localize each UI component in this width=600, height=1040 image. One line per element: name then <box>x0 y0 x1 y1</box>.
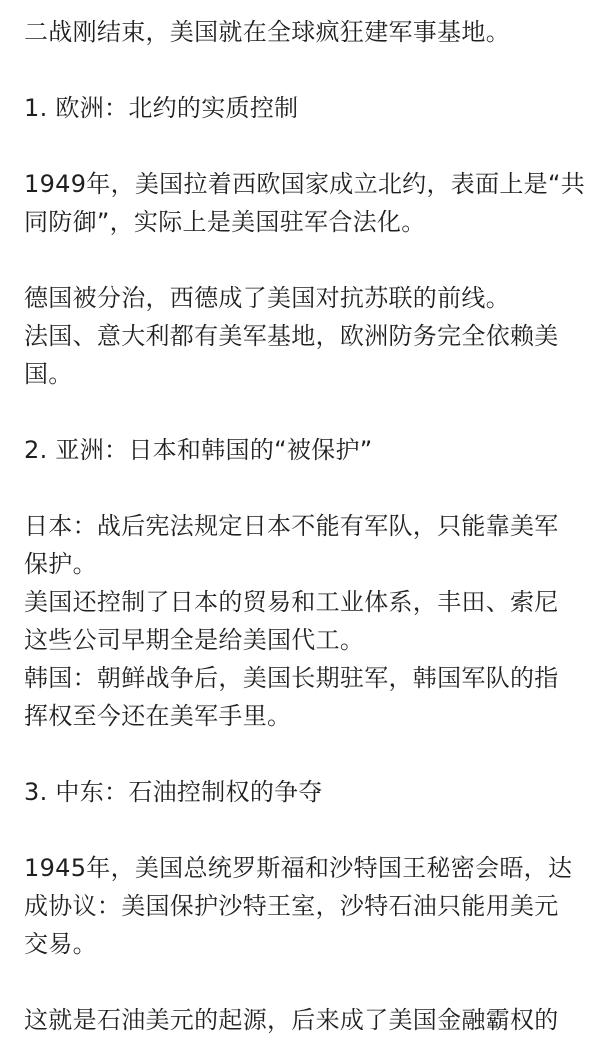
paragraph-line: 挥权至今还在美军手里。 <box>24 702 292 730</box>
paragraph-line: 这些公司早期全是给美国代工。 <box>24 626 365 654</box>
section-heading-asia: 2. 亚洲：日本和韩国的“被保护” <box>24 436 373 464</box>
paragraph-line: 韩国：朝鲜战争后，美国长期驻军，韩国军队的指 <box>24 664 559 692</box>
paragraph-line: 法国、意大利都有美军基地，欧洲防务完全依赖美 <box>24 322 559 350</box>
section-heading-middle-east: 3. 中东：石油控制权的争夺 <box>24 778 323 806</box>
paragraph-line: 成协议：美国保护沙特王室，沙特石油只能用美元 <box>24 892 559 920</box>
paragraph-line: 美国还控制了日本的贸易和工业体系，丰田、索尼 <box>24 588 559 616</box>
paragraph-line: 国。 <box>24 360 73 388</box>
paragraph-line: 保护。 <box>24 550 97 578</box>
paragraph-line: 1949年，美国拉着西欧国家成立北约，表面上是“共 <box>24 170 586 198</box>
paragraph-line: 德国被分治，西德成了美国对抗苏联的前线。 <box>24 284 510 312</box>
intro-line: 二战刚结束，美国就在全球疯狂建军事基地。 <box>24 18 510 46</box>
paragraph-line: 同防御”，实际上是美国驻军合法化。 <box>24 208 426 236</box>
section-heading-europe: 1. 欧洲：北约的实质控制 <box>24 94 299 122</box>
paragraph-line: 交易。 <box>24 930 97 958</box>
paragraph-line: 1945年，美国总统罗斯福和沙特国王秘密会晤，达 <box>24 854 573 882</box>
paragraph-line: 日本：战后宪法规定日本不能有军队，只能靠美军 <box>24 512 559 540</box>
paragraph-line: 这就是石油美元的起源，后来成了美国金融霸权的 <box>24 1006 559 1034</box>
